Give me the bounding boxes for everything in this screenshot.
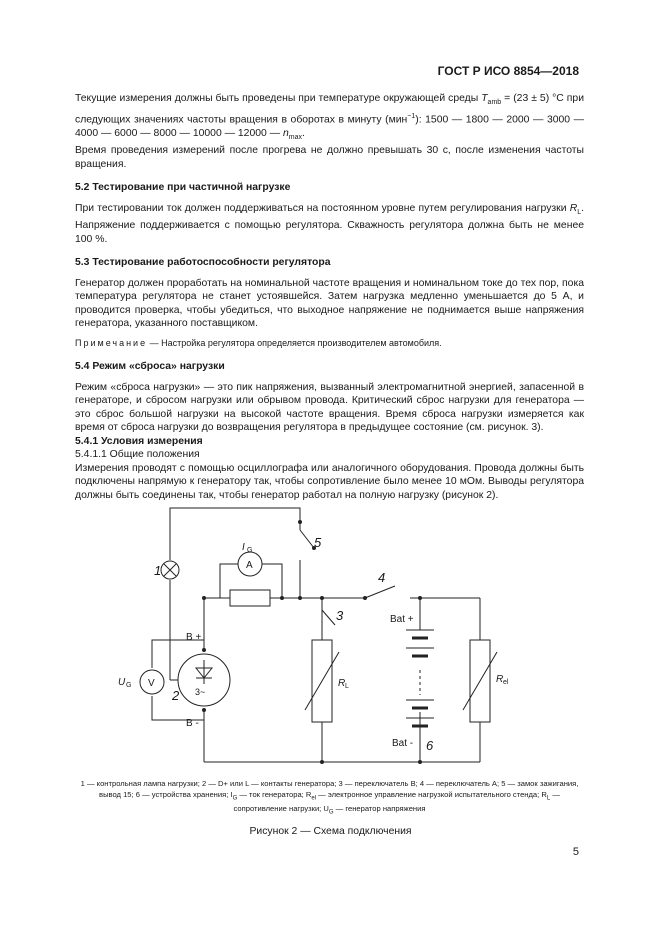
paragraph-regulator: Генератор должен проработать на номинальной частоте вращения и номинальном токе до тех пор, пока температура регулятора не станет устоявшейся. Затем нагрузка медленно уменьшается до 5 А, и проводится проверка, чтобы убедиться, что выходное напряжение не поднимается выше напряжения генератора, указанного поставщиком. <box>75 277 584 330</box>
paragraph-temperature: Текущие измерения должны быть проведены при температуре окружающей среды $T_{amb} = (23 \pm 5)$ °С при следующих значениях частоты вращения в оборотах в минуту (мин$^{-1}$): 1500 — 1800 — 2000 — 3000 — 4000 — 6000 — 8000 — 10000 — 12000 — $n_{max}$. <box>75 93 585 141</box>
label-rl-sub: L <box>345 683 349 690</box>
label-rel: R <box>496 674 504 685</box>
label-6: 6 <box>426 738 434 753</box>
label-2: 2 <box>172 688 180 703</box>
paragraph-measurement: Измерения проводят с помощью осциллографа или аналогичного оборудования. Провода должны быть подключены напрямую к генератору так, чтобы сопротивление было менее 10 мОм. Выводы регулятора должны быть соединены так, чтобы генератор работал на полную нагрузку (рисунок 2). <box>75 462 584 501</box>
section-5-2-heading: 5.2 Тестирование при частичной нагрузке <box>75 182 291 194</box>
ammeter-label: A <box>246 560 253 571</box>
main-text <box>75 92 584 502</box>
voltmeter-label: V <box>148 678 155 689</box>
label-ig-sub: G <box>247 547 253 554</box>
label-1: 1 <box>154 563 162 578</box>
label-rel-sub: el <box>503 679 509 686</box>
figure-legend: 1 — контрольная лампа нагрузки; 2 — D+ или L — контакты генератора; 3 — переключатель B; 4 — переключатель A; 5 — замок зажигания, вывод 15; 6 — устройства хранения; $I_G$ — ток генератора; $R_{el}$ — электронное управление нагрузкой испытательного стенда; $R_L$ — сопротивление нагрузки; $U_G$ — генератор напряжения <box>80 779 579 816</box>
label-ug-sub: G <box>126 682 132 689</box>
label-bminus: B - <box>186 718 199 729</box>
label-ug: U <box>118 677 126 688</box>
paragraph-time: Время проведения измерений после прогрева не должно превышать 30 с, после изменения частоты вращения. <box>75 145 584 170</box>
page-number: 5 <box>572 846 579 858</box>
label-ig: I <box>242 542 245 553</box>
label-3: 3 <box>336 608 344 623</box>
section-5-4-1-heading: 5.4.1 Условия измерения <box>75 435 203 447</box>
label-batplus: Bat + <box>390 614 414 625</box>
section-5-4-1-1-heading: 5.4.1.1 Общие положения <box>75 449 200 461</box>
label-5: 5 <box>314 535 322 550</box>
label-batminus: Bat - <box>392 738 414 749</box>
section-5-4-heading: 5.4 Режим «сброса» нагрузки <box>75 361 225 373</box>
connection-diagram <box>110 500 550 765</box>
note: Примечание — Настройка регулятора определяется производителем автомобиля. <box>75 337 442 348</box>
paragraph-partial-load: При тестировании ток должен поддерживаться на постоянном уровне путем регулирования нагрузки $R_L$. Напряжение поддерживается с помощью регулятора. Скважность регулятора должна быть не менее 100 %. <box>75 202 584 245</box>
label-4: 4 <box>378 570 386 585</box>
figure-caption: Рисунок 2 — Схема подключения <box>249 826 412 837</box>
label-bplus: B + <box>186 632 202 643</box>
generator-label: 3~ <box>195 687 206 697</box>
paragraph-load-dump: Режим «сброса нагрузки» — это пик напряжения, вызванный электромагнитной энергией, запасенной в генераторе, и сбросом нагрузки или обрывом провода. Критический сброс нагрузки для генератора — это сброс большой нагрузки на высокой частоте вращения. Время сброса нагрузки измеряется как время от сброса нагрузки до возвращения регулятора в предыдущее состояние (см. рисунок. 3). <box>75 381 584 434</box>
label-rl: R <box>338 678 346 689</box>
document-header: ГОСТ Р ИСО 8854—2018 <box>437 64 579 78</box>
section-5-3-heading: 5.3 Тестирование работоспособности регулятора <box>75 257 331 269</box>
